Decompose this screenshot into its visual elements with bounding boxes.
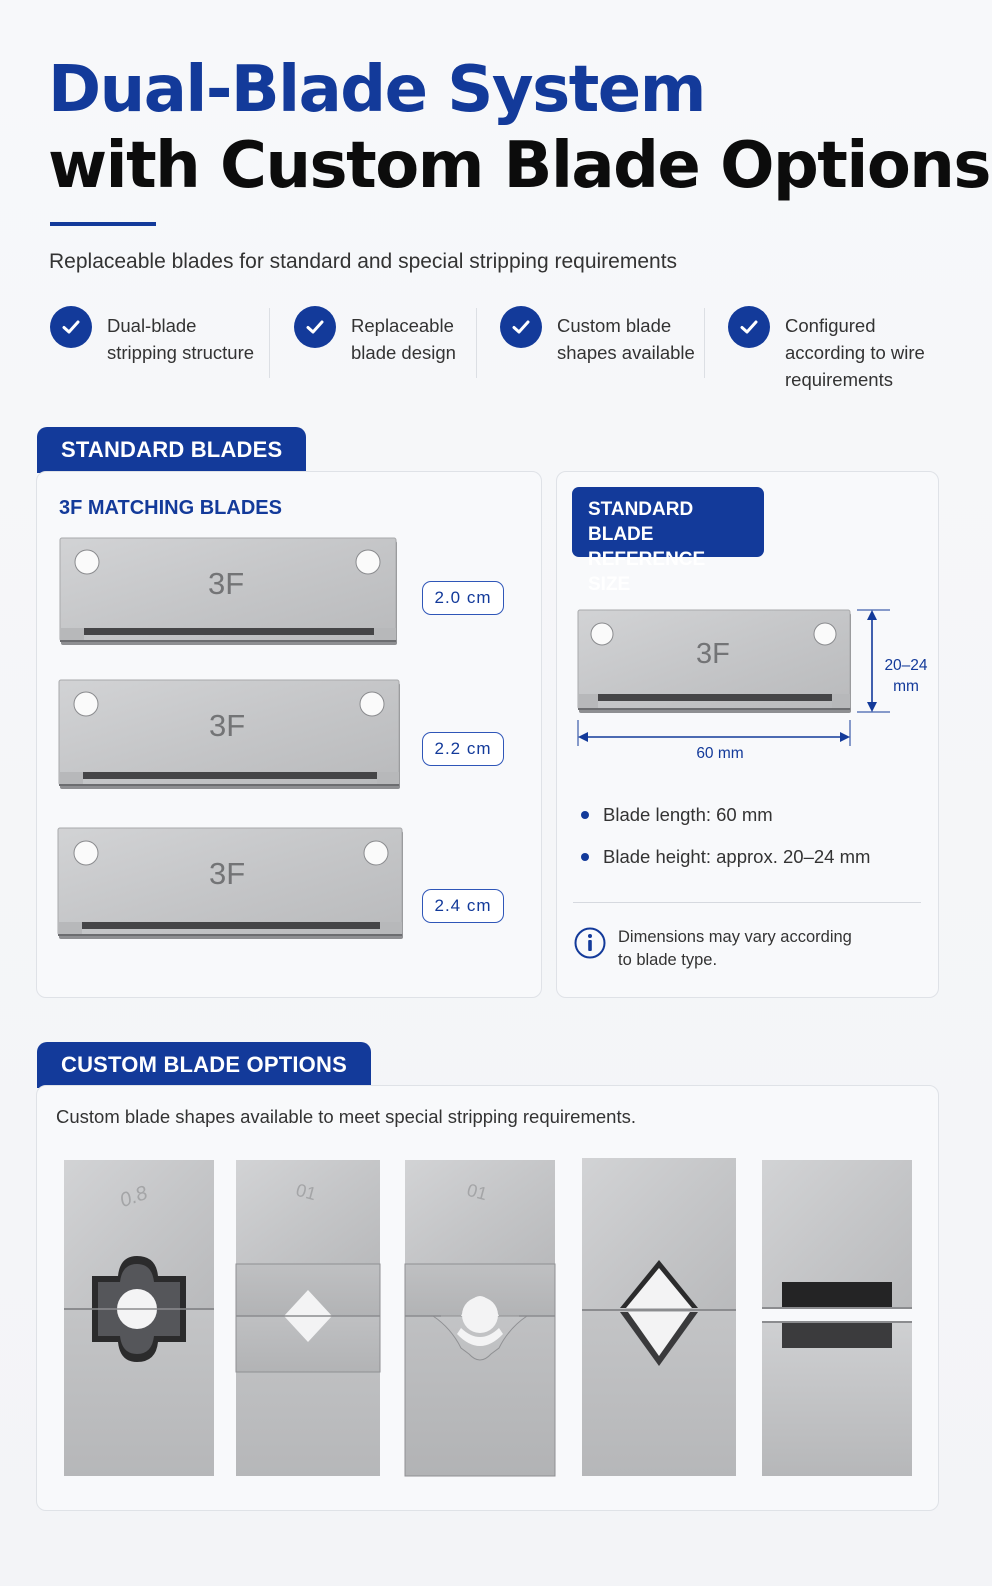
feature-item [500,306,695,366]
dimension-text: mm [893,678,919,695]
page-title [48,52,990,204]
blade-mark: 3F [696,638,730,670]
spec-bullet [581,804,773,826]
blade-size-badge: 2.2 cm [422,732,504,766]
reference-size-heading [572,487,764,595]
heading-line: REFERENCE SIZE [588,549,706,595]
feature-divider [476,308,477,378]
feature-line: according to wire [785,342,925,363]
feature-text [785,312,925,393]
custom-blade-rect-slot [760,1158,914,1485]
blade-image [56,826,406,944]
page-subtitle: Replaceable blades for standard and special stripping requirements [49,250,678,273]
feature-line: shapes available [557,342,695,363]
spec-bullet [581,846,870,868]
dimension-text: 20–24 [884,657,928,674]
title-underline [50,222,156,226]
custom-blades-description: Custom blade shapes available to meet special stripping requirements. [56,1106,636,1127]
blade-mark: 3F [209,708,246,743]
custom-blades-tab: CUSTOM BLADE OPTIONS [37,1042,371,1088]
feature-line: Replaceable [351,315,454,336]
custom-blade-rounded-cross [62,1158,216,1485]
blade-mark: 3F [209,856,246,891]
engraved-mark: 01 [293,1179,319,1205]
blade-mark: 3F [208,566,245,601]
engraved-mark: 01 [464,1179,490,1205]
check-circle-icon [294,306,336,348]
feature-divider [269,308,270,378]
info-circle-icon [573,926,607,960]
feature-item [294,306,456,366]
custom-blade-v-diamond [580,1156,738,1485]
feature-line: requirements [785,369,893,390]
standard-blades-tab: STANDARD BLADES [37,427,306,473]
custom-blade-round-notch [403,1158,557,1485]
dimension-arrows [570,604,900,754]
feature-line: Dual-blade [107,315,197,336]
feature-list [48,306,948,396]
width-dimension-label: 60 mm [696,745,744,762]
blade-size-badge: 2.0 cm [422,581,504,615]
bullet-dot [581,853,589,861]
divider [573,902,921,903]
note-line: to blade type. [618,951,718,969]
matching-blades-heading: 3F MATCHING BLADES [59,497,282,519]
blade-image [58,536,400,650]
feature-line: Custom blade [557,315,672,336]
heading-line: STANDARD BLADE [588,499,694,545]
note-line: Dimensions may vary according [618,928,852,946]
spec-text: Blade length: 60 mm [603,804,773,825]
check-circle-icon [728,306,770,348]
blade-size-badge: 2.4 cm [422,889,504,923]
spec-text: Blade height: approx. 20–24 mm [603,846,871,867]
blade-image [57,678,403,794]
feature-text [107,312,254,366]
title-line-1: Dual-Blade System [48,53,705,127]
bullet-dot [581,811,589,819]
engraved-mark: 0.8 [116,1181,151,1213]
height-dimension-label [876,655,936,697]
feature-line: Configured [785,315,876,336]
custom-blade-diamond [234,1158,382,1485]
check-circle-icon [500,306,542,348]
feature-text [557,312,695,366]
title-line-2: with Custom Blade Options [48,129,990,203]
feature-text [351,312,456,366]
feature-item [50,306,254,366]
feature-divider [704,308,705,378]
check-circle-icon [50,306,92,348]
feature-line: blade design [351,342,456,363]
feature-item [728,306,925,393]
dimension-note [618,926,852,972]
feature-line: stripping structure [107,342,255,363]
